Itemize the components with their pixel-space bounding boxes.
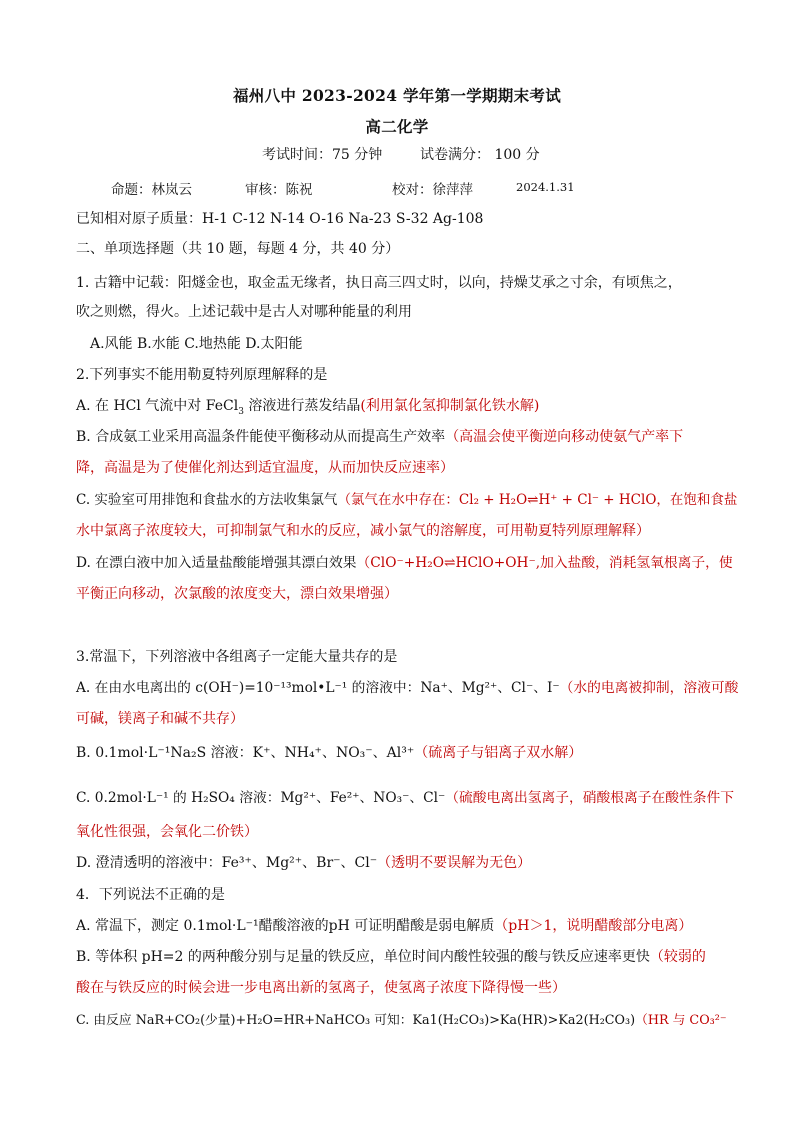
q4-c-note: （HR 与 CO₃²⁻ [635,1013,727,1028]
q3-a-text: A. 在由水电离出的 c(OH⁻)=10⁻¹³mol•L⁻¹ 的溶液中：Na⁺、Mg²⁺、Cl⁻、I⁻ [76,680,560,696]
q2-b-note1: （高温会使平衡逆向移动使氨气产率下 [445,429,684,445]
q1-line2: 吹之则燃，得火。上述记载中是古人对哪种能量的利用 [76,304,412,320]
q4-b-text: B. 等体积 pH=2 的两种酸分别与足量的铁反应，单位时间内酸性较强的酸与铁反应速率更快 [76,949,650,965]
q3-option-d [76,853,531,873]
q3-c-note1: （硫酸电离出氢离子，硝酸根离子在酸性条件下 [445,790,735,806]
q4-a-note: （pH＞1，说明醋酸部分电离） [494,918,693,934]
q2-d-note1: （ClO⁻+H₂O⇌HClO+OH⁻,加入盐酸，消耗氢氧根离子，使 [356,555,733,571]
q4-stem: 4．下列说法不正确的是 [76,887,225,903]
exam-date: 2024.1.31 [516,180,575,194]
exam-subject: 高二化学 [365,117,429,136]
q2-option-c [76,490,737,510]
q3-option-b [76,743,582,763]
q3-a-note1: （水的电离被抑制，溶液可酸 [559,680,739,696]
q2-b-note2: 降，高温是为了使催化剂达到适宜温度，从而加快反应速率） [76,460,454,476]
q3-d-note: （透明不要误解为无色） [377,855,532,871]
q2-c-note2: 水中氯离子浓度较大，可抑制氯气和水的反应，减小氯气的溶解度，可用勒夏特列原理解释） [76,523,650,539]
q2-a-text2: 溶液进行蒸发结晶 [243,398,361,414]
q3-b-note: （硫离子与铝离子双水解） [414,745,583,761]
full-score: 试卷满分： 100 分 [420,147,540,163]
q2-a-sub: 3 [238,406,244,417]
q2-b-text: B. 合成氨工业采用高温条件能使平衡移动从而提高生产效率 [76,429,446,445]
q4-b-note2: 酸在与铁反应的时候会进一步电离出新的氢离子，使氢离子浓度下降得慢一些） [76,980,566,996]
setter: 命题：林岚云 [111,182,192,198]
q3-d-text: D. 澄清透明的溶液中：Fe³⁺、Mg²⁺、Br⁻、Cl⁻ [76,855,378,871]
q3-b-text: B. 0.1mol·L⁻¹Na₂S 溶液：K⁺、NH₄⁺、NO₃⁻、Al³⁺ [76,745,415,761]
q2-d-text: D. 在漂白液中加入适量盐酸能增强其漂白效果 [76,555,357,571]
q2-a-note: (利用氯化氢抑制氯化铁水解) [360,398,540,414]
q3-c-text: C. 0.2mol·L⁻¹ 的 H₂SO₄ 溶液：Mg²⁺、Fe²⁺、NO₃⁻、Cl⁻ [76,790,446,806]
q1-line1: 1. 古籍中记载：阳燧金也，取金盂无缘者，执日高三四丈时，以向，持燥艾承之寸余，有顷焦之， [76,275,682,291]
q2-d-note2: 平衡正向移动，次氯酸的浓度变大，漂白效果增强） [76,586,398,602]
q3-option-c [76,788,734,808]
q1-options: A.风能 B.水能 C.地热能 D.太阳能 [90,336,303,352]
q2-stem: 2.下列事实不能用勒夏特列原理解释的是 [76,367,328,383]
q2-a-text: A. 在 HCl 气流中对 FeCl [76,398,239,414]
q3-option-a [76,678,738,698]
q4-option-b [76,947,706,967]
atomic-masses: 已知相对原子质量：H-1 C-12 N-14 O-16 Na-23 S-32 Ag-108 [76,211,484,227]
q4-c-text: C. 由反应 NaR+CO₂(少量)+H₂O=HR+NaHCO₃ 可知：Ka1(H₂CO₃)>Ka(HR)>Ka2(H₂CO₃) [76,1013,636,1028]
q3-a-note2: 可碱，镁离子和碱不共存） [76,711,244,727]
q4-a-text: A. 常温下，测定 0.1mol·L⁻¹醋酸溶液的pH 可证明醋酸是弱电解质 [76,918,495,934]
q2-c-note1: （氯气在水中存在：Cl₂ + H₂O⇌H⁺ + Cl⁻ + HClO，在饱和食盐 [337,492,738,508]
reviewer: 审核：陈祝 [245,182,313,198]
exam-time: 考试时间：75 分钟 [262,147,383,163]
section-heading: 二、单项选择题（共 10 题，每题 4 分，共 40 分） [76,241,400,257]
q2-option-a [76,396,539,416]
q2-option-b [76,427,683,447]
proofreader: 校对：徐萍萍 [392,182,473,198]
q2-c-text: C. 实验室可用排饱和食盐水的方法收集氯气 [76,492,338,508]
q4-option-a [76,916,692,936]
q3-stem: 3.常温下，下列溶液中各组离子一定能大量共存的是 [76,649,398,665]
q4-b-note1: （较弱的 [649,949,706,965]
exam-title: 福州八中 2023-2024 学年第一学期期末考试 [232,86,561,105]
q3-c-note2: 氧化性很强，会氧化二价铁） [76,824,258,840]
q2-option-d [76,553,733,573]
q4-option-c [76,1011,727,1031]
